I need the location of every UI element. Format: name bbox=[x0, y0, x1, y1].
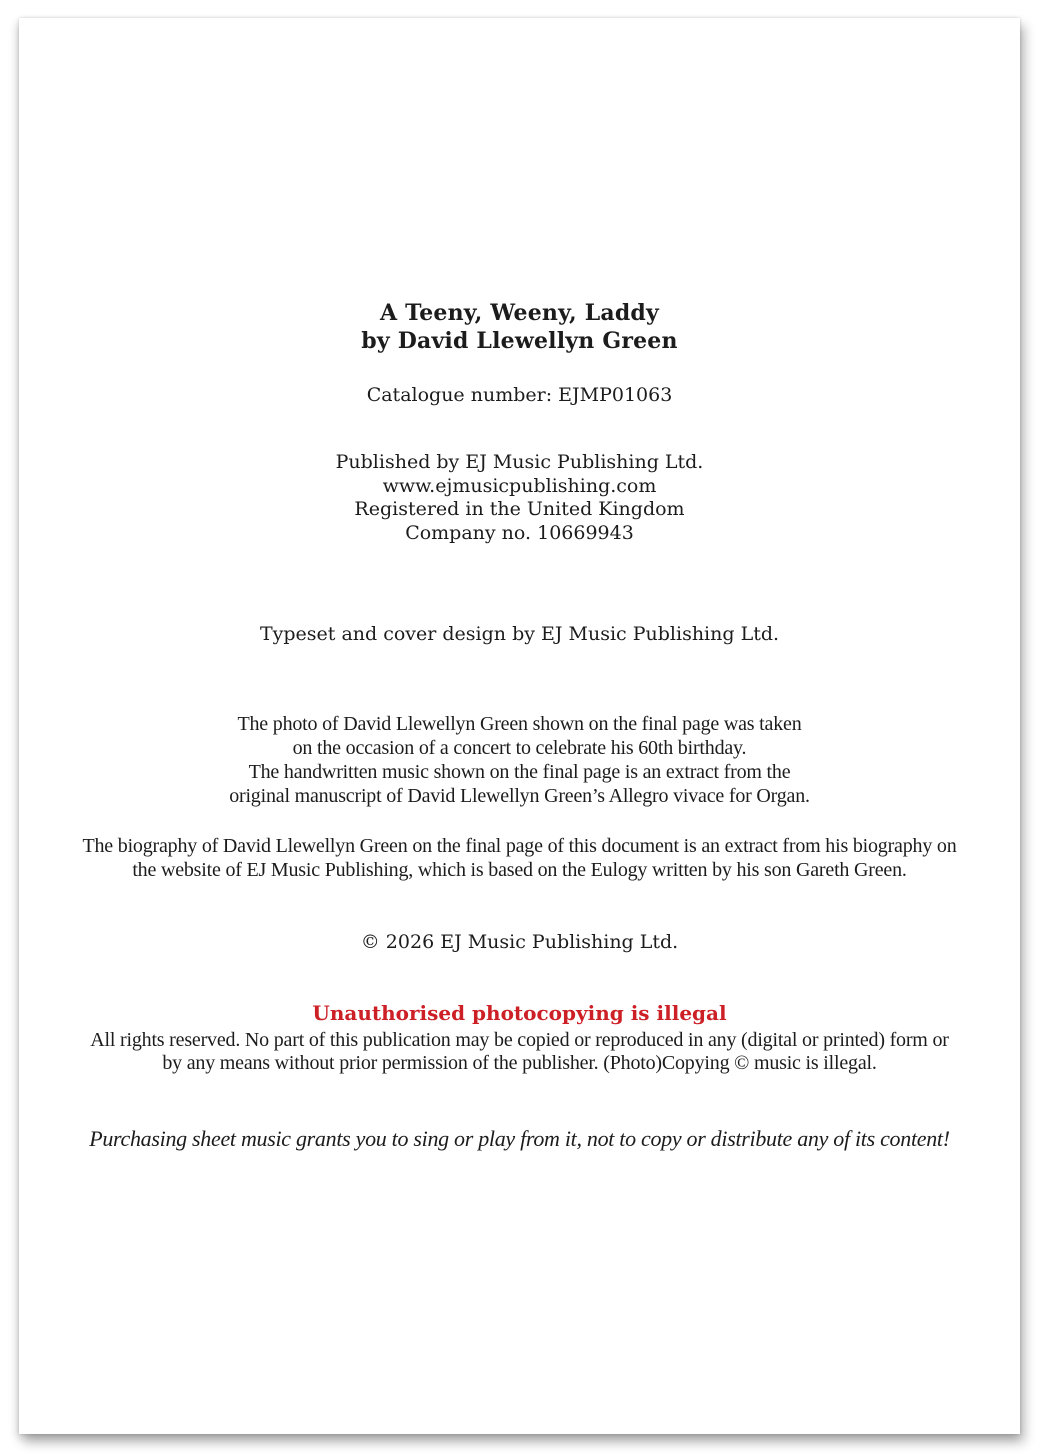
photo-note-line: on the occasion of a concert to celebrate his 60th birthday. bbox=[292, 737, 747, 759]
publisher-registration: Registered in the United Kingdom bbox=[354, 498, 685, 520]
biography-note-line: the website of EJ Music Publishing, which is based on the Eulogy written by his son Gareth Green. bbox=[132, 859, 907, 881]
warning-heading: Unauthorised photocopying is illegal bbox=[312, 1001, 727, 1025]
credits-line: Typeset and cover design by EJ Music Publishing Ltd. bbox=[259, 623, 780, 645]
biography-note-line: The biography of David Llewellyn Green on the final page of this document is an extract from his biography on bbox=[82, 835, 957, 857]
photo-note bbox=[19, 712, 1020, 808]
publisher-name: Published by EJ Music Publishing Ltd. bbox=[335, 451, 704, 473]
biography-note bbox=[19, 834, 1020, 882]
publisher-block bbox=[19, 451, 1020, 545]
work-author: by David Llewellyn Green bbox=[361, 328, 678, 354]
warning-body bbox=[19, 1029, 1020, 1075]
work-title: A Teeny, Weeny, Laddy bbox=[380, 300, 659, 326]
warning-body-line: by any means without prior permission of the publisher. (Photo)Copying © music is illegal. bbox=[162, 1052, 877, 1074]
photo-note-line: The handwritten music shown on the final page is an extract from the bbox=[248, 761, 791, 783]
title-block bbox=[19, 299, 1020, 355]
copyright-line: © 2026 EJ Music Publishing Ltd. bbox=[360, 931, 679, 953]
warning-body-line: All rights reserved. No part of this publication may be copied or reproduced in any (digital or printed) form or bbox=[90, 1029, 949, 1051]
photo-note-line: original manuscript of David Llewellyn Green’s Allegro vivace for Organ. bbox=[229, 785, 810, 807]
document-page bbox=[19, 18, 1020, 1434]
catalogue-number: Catalogue number: EJMP01063 bbox=[366, 384, 673, 406]
publisher-company-number: Company no. 10669943 bbox=[405, 521, 634, 544]
photo-note-line: The photo of David Llewellyn Green shown on the final page was taken bbox=[237, 713, 802, 735]
purchase-note: Purchasing sheet music grants you to sing or play from it, not to copy or distribute any of its content! bbox=[89, 1126, 950, 1151]
publisher-website: www.ejmusicpublishing.com bbox=[382, 474, 657, 497]
